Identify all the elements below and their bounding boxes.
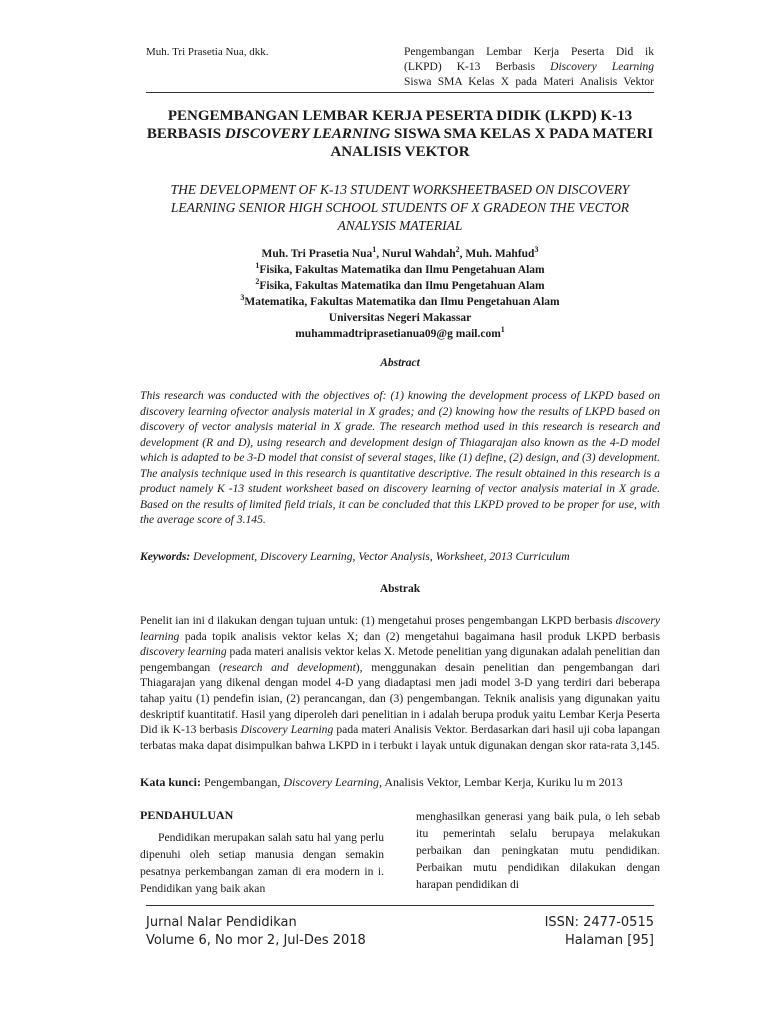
footer-issn (480, 914, 654, 950)
running-header-authors: Muh. Tri Prasetia Nua, dkk. (146, 46, 269, 58)
keywords-indonesian: Kata kunci: Pengembangan, Discovery Learning, Analisis Vektor, Lembar Kerja, Kuriku lu m 2013 (140, 775, 623, 789)
author-names: Muh. Tri Prasetia Nua$^1$, Nurul Wahdah$^2$, Muh. Mahfud$^3$ (261, 245, 539, 260)
section-heading: PENDAHULUAN (140, 808, 234, 822)
intro-column-right (416, 808, 660, 893)
intro-paragraph-continued: menghasilkan generasi yang baik pula, o leh sebab itu pemerintah selalu berupaya melakukan perbaikan dan peningkatan mutu pendidikan. Perbaikan mutu pendidikan dilakukan dengan harapan pendidikan di (416, 810, 660, 891)
page-number: Halaman [95] (564, 933, 654, 948)
title-en-line: THE DEVELOPMENT OF K-13 STUDENT WORKSHEETBASED ON DISCOVERY (170, 182, 630, 197)
running-header-line: (LKPD) K-13 Berbasis Discovery Learning (404, 61, 654, 73)
running-header-line: Siswa SMA Kelas X pada Materi Analisis Vektor (404, 76, 654, 88)
affiliation-3: $^3$Matematika, Fakultas Matematika dan Ilmu Pengetahuan Alam (240, 293, 560, 308)
abstrak-indonesian: Penelit ian ini d ilakukan dengan tujuan untuk: (1) mengetahui proses pengembangan LKPD berbasis discovery learning pada topik analisis vektor kelas X; dan (2) mengetahui bagaimana hasil produk LKPD berbasis discovery learning pada materi analisis vektor kelas X. Metode penelitian yang digunakan adalah penelitian dan pengembangan (research and development), menggunakan desain penelitian dan pengembangan dari Thiagarajan yang dikenal dengan model 4-D yang diadaptasi men jadi model 3-D yang terdiri dari beberapa tahap yaitu (1) pendefin isian, (2) perancangan, dan (3) pengembangan. Teknik analisis yang digunakan yaitu deskriptif kuantitatif. Hasil yang diperoleh dari penelitian in i adalah berupa produk yaitu Lembar Kerja Peserta Did ik K-13 berbasis Discovery Learning pada materi Analisis Vektor. Berdasarkan dari hasil uji coba lapangan terbatas maka dapat disimpulkan bahwa LKPD in i terbukt i layak untuk digunakan dengan skor rata-rata 3,145. (140, 614, 661, 752)
paper-title (140, 107, 660, 161)
header-divider (146, 92, 654, 93)
footer-journal (146, 914, 366, 950)
keywords-english: Keywords: Development, Discovery Learning, Vector Analysis, Worksheet, 2013 Curriculum (140, 550, 570, 563)
intro-paragraph: Pendidikan merupakan salah satu hal yang perlu dipenuhi oleh setiap manusia dengan semakin pesatnya perkembangan zaman di era modern in i. Pendidikan yang baik akan (140, 831, 384, 895)
university: Universitas Negeri Makassar (328, 312, 472, 324)
affiliation-1: $^1$Fisika, Fakultas Matematika dan Ilmu Pengetahuan Alam (255, 261, 545, 276)
intro-column-left (140, 808, 384, 897)
title-en-line: LEARNING SENIOR HIGH SCHOOL STUDENTS OF X GRADEON THE VECTOR (170, 200, 630, 215)
journal-volume: Volume 6, No mor 2, Jul-Des 2018 (146, 933, 366, 948)
title-line: BERBASIS DISCOVERY LEARNING SISWA SMA KELAS X PADA MATERI (146, 126, 654, 142)
affiliation-2: $^2$Fisika, Fakultas Matematika dan Ilmu Pengetahuan Alam (255, 277, 545, 292)
abstrak-heading: Abstrak (379, 583, 421, 595)
journal-name: Jurnal Nalar Pendidikan (146, 915, 297, 930)
footer-divider (146, 905, 654, 906)
running-header-title (404, 45, 654, 90)
author-email: muhammadtriprasetianua09@g mail.com$^1$ (295, 325, 505, 340)
title-line: ANALISIS VEKTOR (330, 144, 470, 160)
abstract-english: This research was conducted with the objectives of: (1) knowing the development process of LKPD based on discovery learning ofvector analysis material in X grades; and (2) knowing how the results of LKPD based on discovery of vector analysis material in X grade. The research method used in this research is research and development (R and D), using research and development design of Thiagarajan also known as the 4-D model which is adapted to be 3-D model that consist of several stages, like (1) define, (2) design, and (3) development. The analysis technique used in this research is quantitative descriptive. The result obtained in this research is a product namely K -13 student worksheet based on discovery learning of vector analysis material in X grade. Based on the results of limited field trials, it can be concluded that this LKPD proved to be proper for use, with the average score of 3.145. (140, 389, 660, 526)
paper-title-english (140, 181, 660, 235)
abstract-heading: Abstract (380, 357, 420, 369)
author-block (140, 246, 660, 342)
issn: ISSN: 2477-0515 (544, 915, 654, 930)
title-en-line: ANALYSIS MATERIAL (337, 218, 463, 233)
running-header-line: Pengembangan Lembar Kerja Peserta Did ik (404, 46, 654, 58)
title-line: PENGEMBANGAN LEMBAR KERJA PESERTA DIDIK (LKPD) K-13 (167, 108, 633, 124)
